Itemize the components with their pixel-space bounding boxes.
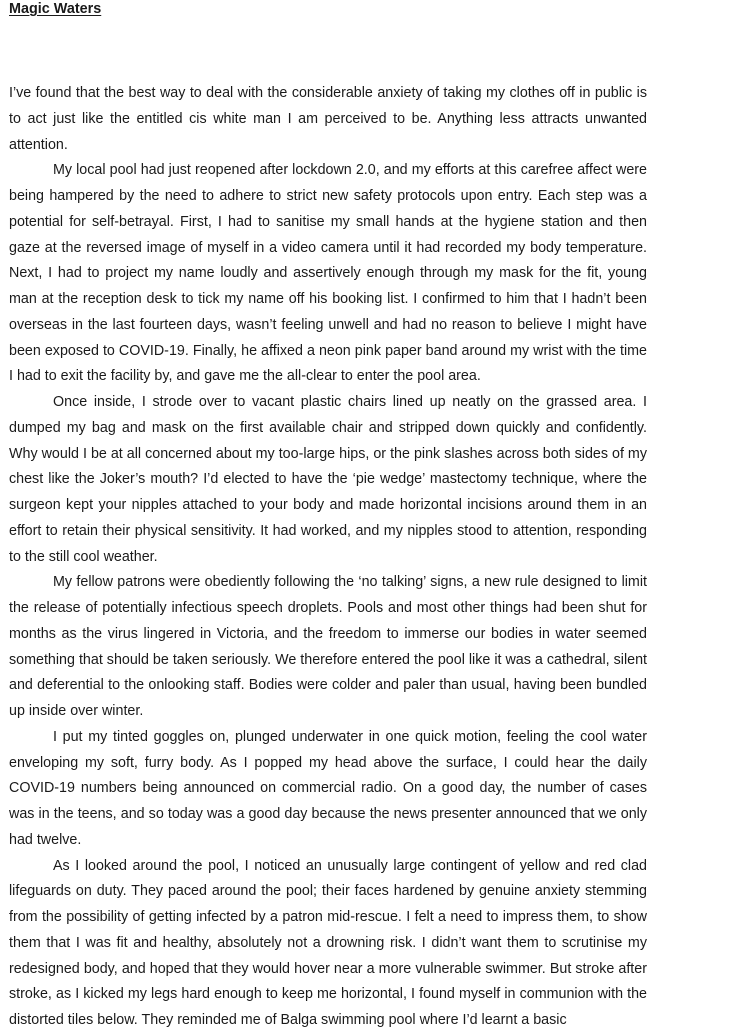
paragraph-2: My local pool had just reopened after lockdown 2.0, and my efforts at this carefree affect were being hampered by the need to adhere to strict new safety protocols upon entry. Each step was a potential for self-betrayal. First, I had to sanitise my small hands at the hygiene station and then gaze at the reversed image of myself in a video camera until it had recorded my body temperature. Next, I had to project my name loudly and assertively enough through my mask for the fit, young man at the reception desk to tick my name off his booking list. I confirmed to him that I hadn’t been overseas in the last fourteen days, wasn’t feeling unwell and had no reason to believe I might have been exposed to COVID-19. Finally, he affixed a neon pink paper band around my wrist with the time I had to exit the facility by, and gave me the all-clear to enter the pool area. xyxy=(9,162,647,385)
document-page xyxy=(9,0,647,1034)
paragraph-1: I’ve found that the best way to deal with the considerable anxiety of taking my clothes off in public is to act just like the entitled cis white man I am perceived to be. Anything less attracts unwanted attention. xyxy=(9,85,647,153)
paragraph-6: As I looked around the pool, I noticed an unusually large contingent of yellow and red clad lifeguards on duty. They paced around the pool; their faces hardened by genuine anxiety stemming from the possibility of getting infected by a patron mid-rescue. I felt a need to impress them, to show them that I was fit and healthy, absolutely not a drowning risk. I didn’t want them to scrutinise my redesigned body, and hoped that they would hover near a more vulnerable swimmer. But stroke after stroke, as I kicked my legs hard enough to keep me horizontal, I found myself in communion with the distorted tiles below. They reminded me of Balga swimming pool where I’d learnt a basic xyxy=(9,857,647,1028)
document-body xyxy=(9,81,647,1034)
document-title: Magic Waters xyxy=(9,1,102,17)
paragraph-5: I put my tinted goggles on, plunged underwater in one quick motion, feeling the cool water enveloping my soft, furry body. As I popped my head above the surface, I could hear the daily COVID-19 numbers being announced on commercial radio. On a good day, the number of cases was in the teens, and so today was a good day because the news presenter announced that we only had twelve. xyxy=(9,728,647,848)
paragraph-4: My fellow patrons were obediently following the ‘no talking’ signs, a new rule designed to limit the release of potentially infectious speech droplets. Pools and most other things had been shut for months as the virus lingered in Victoria, and the freedom to immerse our bodies in water seemed something that should be taken seriously. We therefore entered the pool like it was a cathedral, silent and deferential to the onlooking staff. Bodies were colder and paler than usual, having been bundled up inside over winter. xyxy=(9,574,647,719)
paragraph-3: Once inside, I strode over to vacant plastic chairs lined up neatly on the grassed area. I dumped my bag and mask on the first available chair and stripped down quickly and confidently. Why would I be at all concerned about my too-large hips, or the pink slashes across both sides of my chest like the Joker’s mouth? I’d elected to have the ‘pie wedge’ mastectomy technique, where the surgeon kept your nipples attached to your body and made horizontal incisions around them in an effort to retain their physical sensitivity. It had worked, and my nipples stood to attention, responding to the still cool weather. xyxy=(9,394,647,565)
